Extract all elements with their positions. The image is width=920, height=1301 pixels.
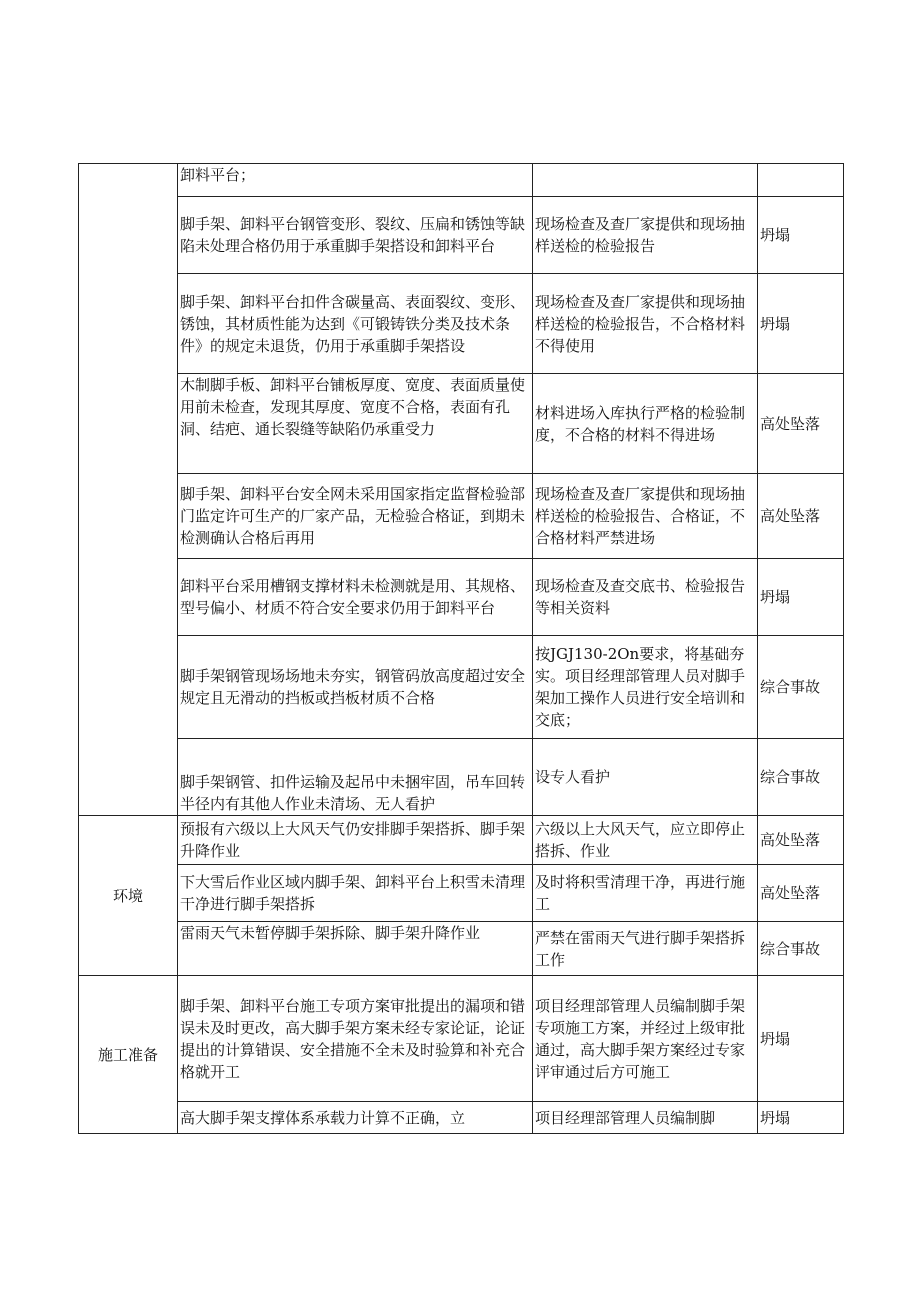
risk-cell: 坍塌 (758, 1102, 844, 1134)
table-row (79, 274, 844, 374)
measure-cell: 项目经理部管理人员编制脚 (533, 1102, 758, 1134)
measure-cell: 严禁在雷雨天气进行脚手架搭拆工作 (533, 922, 758, 976)
table-row (79, 374, 844, 474)
hazard-cell: 预报有六级以上大风天气仍安排脚手架搭拆、脚手架升降作业 (178, 816, 533, 865)
hazard-cell: 脚手架、卸料平台安全网未采用国家指定监督检验部门监定许可生产的厂家产品，无检验合格证，到期未检测确认合格后再用 (178, 474, 533, 559)
table-row (79, 474, 844, 559)
risk-cell: 高处坠落 (758, 816, 844, 865)
table-row (79, 739, 844, 816)
measure-cell: 六级以上大风天气，应立即停止搭拆、作业 (533, 816, 758, 865)
risk-cell: 综合事故 (758, 922, 844, 976)
table-row (79, 559, 844, 636)
hazard-table (78, 163, 844, 1134)
category-cell: 环境 (79, 816, 178, 976)
table-row (79, 164, 844, 197)
risk-cell: 坍塌 (758, 559, 844, 636)
hazard-cell: 脚手架钢管、扣件运输及起吊中未捆牢固，吊车回转半径内有其他人作业未清场、无人看护 (178, 739, 533, 816)
measure-cell: 现场检查及查厂家提供和现场抽样送检的检验报告、合格证，不合格材料严禁进场 (533, 474, 758, 559)
table-row (79, 636, 844, 739)
table-row (79, 1102, 844, 1134)
hazard-cell: 木制脚手板、卸料平台铺板厚度、宽度、表面质量使用前未检查，发现其厚度、宽度不合格，表面有孔洞、结疤、通长裂缝等缺陷仍承重受力 (178, 374, 533, 474)
risk-cell (758, 164, 844, 197)
risk-cell: 高处坠落 (758, 865, 844, 922)
hazard-cell: 高大脚手架支撑体系承载力计算不正确，立 (178, 1102, 533, 1134)
table-row (79, 197, 844, 274)
risk-cell: 坍塌 (758, 274, 844, 374)
table-row (79, 865, 844, 922)
hazard-cell: 卸料平台采用槽钢支撑材料未检测就是用、其规格、型号偏小、材质不符合安全要求仍用于卸料平台 (178, 559, 533, 636)
risk-cell: 坍塌 (758, 976, 844, 1102)
risk-cell: 高处坠落 (758, 374, 844, 474)
risk-cell: 综合事故 (758, 636, 844, 739)
measure-cell: 现场检查及查厂家提供和现场抽样送检的检验报告，不合格材料不得使用 (533, 274, 758, 374)
hazard-cell: 脚手架钢管现场场地未夯实，钢管码放高度超过安全规定且无滑动的挡板或挡板材质不合格 (178, 636, 533, 739)
measure-cell: 设专人看护 (533, 739, 758, 816)
risk-cell: 高处坠落 (758, 474, 844, 559)
category-cell: 施工准备 (79, 976, 178, 1134)
hazard-cell: 卸料平台； (178, 164, 533, 197)
measure-cell: 按JGJ130-2On要求，将基础夯实。项目经理部管理人员对脚手架加工操作人员进行安全培训和交底； (533, 636, 758, 739)
measure-cell: 现场检查及查厂家提供和现场抽样送检的检验报告 (533, 197, 758, 274)
table-row (79, 922, 844, 976)
measure-cell: 材料进场入库执行严格的检验制度，不合格的材料不得进场 (533, 374, 758, 474)
hazard-cell: 雷雨天气未暂停脚手架拆除、脚手架升降作业 (178, 922, 533, 976)
measure-cell (533, 164, 758, 197)
risk-cell: 综合事故 (758, 739, 844, 816)
hazard-cell: 脚手架、卸料平台扣件含碳量高、表面裂纹、变形、锈蚀，其材质性能为达到《可锻铸铁分类及技术条件》的规定未退货，仍用于承重脚手架搭设 (178, 274, 533, 374)
table-row (79, 816, 844, 865)
hazard-cell: 下大雪后作业区域内脚手架、卸料平台上积雪未清理干净进行脚手架搭拆 (178, 865, 533, 922)
hazard-cell: 脚手架、卸料平台钢管变形、裂纹、压扁和锈蚀等缺陷未处理合格仍用于承重脚手架搭设和卸料平台 (178, 197, 533, 274)
hazard-cell: 脚手架、卸料平台施工专项方案审批提出的漏项和错误未及时更改，高大脚手架方案未经专家论证，论证提出的计算错误、安全措施不全未及时验算和补充合格就开工 (178, 976, 533, 1102)
measure-cell: 项目经理部管理人员编制脚手架专项施工方案，并经过上级审批通过，高大脚手架方案经过专家评审通过后方可施工 (533, 976, 758, 1102)
category-cell (79, 164, 178, 816)
measure-cell: 现场检查及查交底书、检验报告等相关资料 (533, 559, 758, 636)
measure-cell: 及时将积雪清理干净，再进行施工 (533, 865, 758, 922)
risk-cell: 坍塌 (758, 197, 844, 274)
table-row (79, 976, 844, 1102)
